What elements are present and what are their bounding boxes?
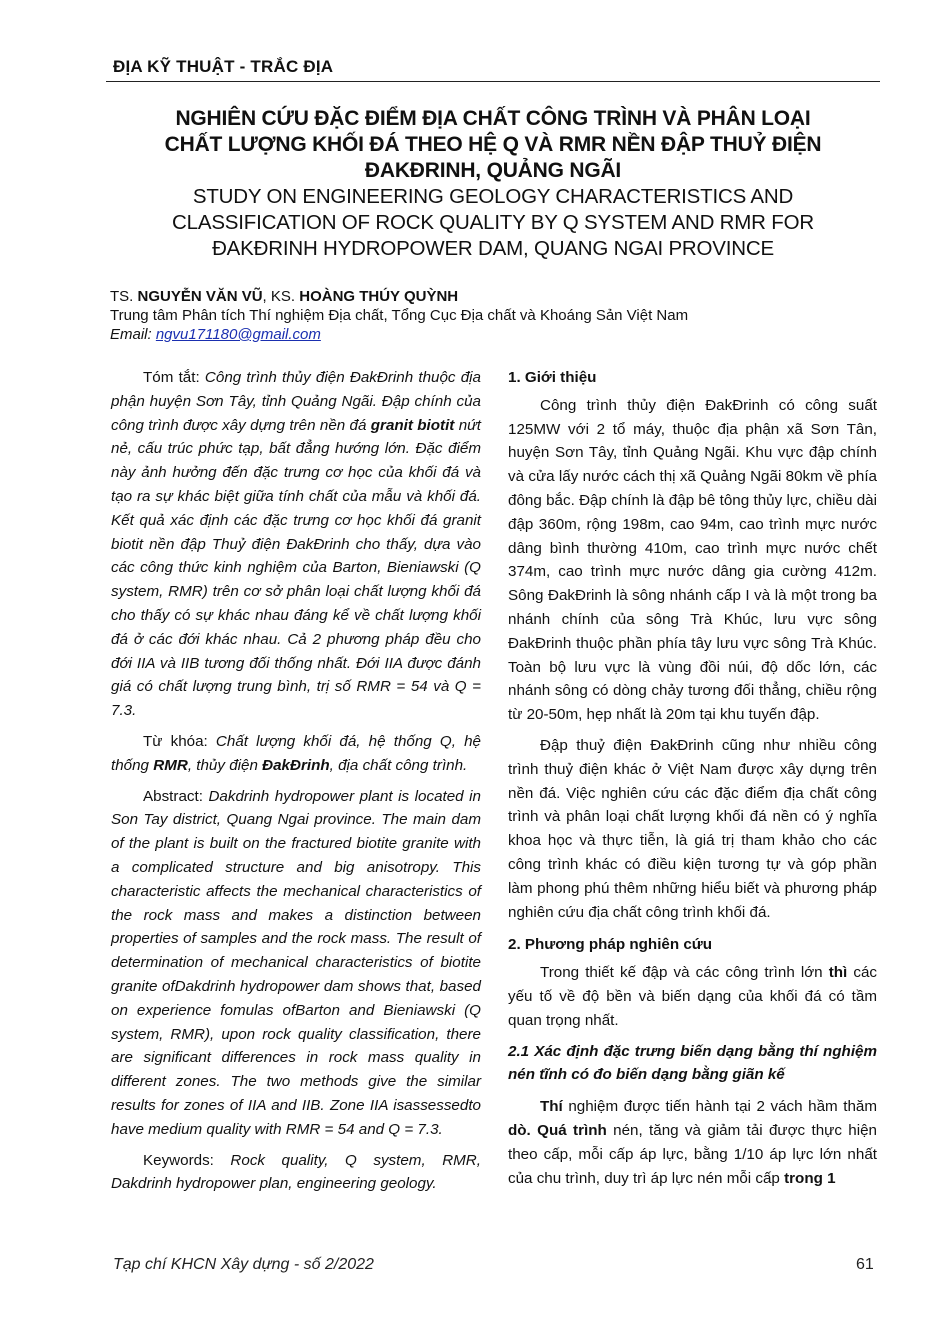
- paragraph: Công trình thủy điện ĐakĐrinh có công suất 125MW với 2 tổ máy, thuộc địa phận xã Sơn Tân, huyện Sơn Tây, tỉnh Quảng Ngãi. Khu vực đập chính và cửa lấy nước cách thị xã Quảng Ngãi 80km về phía đông bắc. Đập chính là đập bê tông thủy lực, chiều dài đập 360m, rộng 198m, cao 94m, cao trình mực nước dâng bình thường 410m, cao trình mực nước chết 374m, cao trình mực nước dâng gia cường 412m. Sông ĐakĐrinh là sông nhánh cấp I và là một trong ba nhánh chính của sông Trà Khúc, lưu vực sông ĐakĐrinh thuộc phần phía tây lưu vực sông Trà Khúc. Toàn bộ lưu vực là vùng đồi núi, độ dốc lớn, các nhánh sông có dòng chảy tương đối thẳng, chiều rộng từ 20-50m, hẹp nhất là 20m tại khu tuyến đập.: [508, 396, 877, 724]
- abstract-label: Abstract:: [143, 787, 209, 805]
- title-english: [106, 184, 880, 262]
- title-vietnamese: [106, 106, 880, 184]
- left-column: [111, 366, 481, 1203]
- email-link[interactable]: ngvu171180@gmail.com: [155, 326, 321, 343]
- title-vi-line: NGHIÊN CỨU ĐẶC ĐIỂM ĐỊA CHẤT CÔNG TRÌNH VÀ PHÂN LOẠI: [175, 107, 811, 130]
- author-name: HOÀNG THÚY QUỲNH: [299, 288, 459, 305]
- paragraph: Trong thiết kế đập và các công trình lớn thì các yếu tố về độ bền và biến dạng của khối đá có tầm quan trọng nhất.: [508, 964, 877, 1029]
- title-vi-line: ĐAKĐRINH, QUẢNG NGÃI: [364, 159, 622, 182]
- title-en-line: CLASSIFICATION OF ROCK QUALITY BY Q SYSTEM AND RMR FOR: [172, 211, 814, 234]
- email-line: [110, 326, 321, 343]
- authors: [110, 288, 458, 305]
- author-prefix: TS.: [110, 288, 138, 305]
- section-heading: 2. Phương pháp nghiên cứu: [508, 936, 713, 954]
- keywords-label: Keywords:: [143, 1151, 231, 1169]
- right-column: [508, 366, 877, 1197]
- abstract-en: Abstract: Dakdrinh hydropower plant is located in Son Tay district, Quang Ngai province. The main dam of the plant is built on the fractured biotite granite with a complicated structure and big anisotropy. This characteristic affects the mechanical characteristics of the rock mass and makes a distinction between properties of samples and the rock mass. The result of determination of mechanical characteristics of biotite granite ofDakdrinh hydropower dam shows that, based on experience fomulas ofBarton and Bieniawski (Q system, RMR), upon rock quality classification, there are significant differences in rock mass quality in different zones. The two methods give the similar results for zones of IIA and IIB. Zone IIA isassessedto have medium quality with RMR = 54 and Q = 7.3.: [111, 787, 481, 1138]
- title-vi-line: CHẤT LƯỢNG KHỐI ĐÁ THEO HỆ Q VÀ RMR NỀN ĐẬP THUỶ ĐIỆN: [164, 133, 822, 156]
- title-en-line: ĐAKĐRINH HYDROPOWER DAM, QUANG NGAI PROVINCE: [212, 237, 774, 260]
- paragraph: Đập thuỷ điện ĐakĐrinh cũng như nhiều công trình thuỷ điện khác ở Việt Nam được xây dựng trên nền đá. Việc nghiên cứu các đặc điểm địa chất công trình và phân loại chất lượng khối đá nền có ý nghĩa khoa học và thực tiễn, là giá trị tham khảo cho các công trình khác có điều kiện tương tự và góp phần làm phong phú thêm những hiểu biết và phương pháp nghiên cứu địa chất công trình khối đá.: [508, 736, 877, 921]
- author-prefix: , KS.: [262, 288, 300, 305]
- paragraph: Thí nghiệm được tiến hành tại 2 vách hầm thăm dò. Quá trình nén, tăng và giảm tải được thực hiện theo cấp, mỗi cấp áp lực, bằng 1/10 áp lực lớn nhất của chu trình, duy trì áp lực nén mỗi cấp trong 1: [508, 1098, 877, 1187]
- footer-journal: Tạp chí KHCN Xây dựng - số 2/2022: [113, 1256, 374, 1273]
- section-header: ĐỊA KỸ THUẬT - TRẮC ĐỊA: [113, 57, 334, 76]
- keywords-vi: Từ khóa: Chất lượng khối đá, hệ thống Q, hệ thống RMR, thủy điện ĐakĐrinh, địa chất công trình.: [111, 732, 481, 774]
- page-number: 61: [856, 1256, 874, 1273]
- affiliation: Trung tâm Phân tích Thí nghiệm Địa chất, Tổng Cục Địa chất và Khoáng Sản Việt Nam: [110, 307, 689, 324]
- keywords-label: Từ khóa:: [143, 732, 216, 750]
- summary-label: Tóm tắt:: [143, 369, 205, 386]
- summary-vi: Tóm tắt: Công trình thủy điện ĐakĐrinh thuộc địa phận huyện Sơn Tây, tỉnh Quảng Ngãi. Đập chính của công trình được xây dựng trên nền đá granit biotit nứt nẻ, cấu trúc phức tạp, bất đẳng hướng lớn. Đặc điểm này ảnh hưởng đến đặc trưng cơ học của khối đá và tạo ra sự khác biệt giữa tính chất của mẫu và khối đá. Kết quả xác định các đặc trưng cơ học khối đá granit biotit nền đập Thuỷ điện ĐakĐrinh cho thấy, dựa vào các công thức kinh nghiệm của Barton, Bieniawski (Q system, RMR) trên cơ sở phân loại chất lượng khối đá cho thấy có sự khác nhau đáng kể về chất lượng khối đá ở các đới khác nhau. Cả 2 phương pháp đều cho đới IIA và IIB tương đối thống nhất. Đới IIA được đánh giá có chất lượng trung bình, trị số RMR = 54 và Q = 7.3.: [111, 369, 481, 720]
- email-label: Email:: [110, 326, 156, 343]
- subsection-heading: 2.1 Xác định đặc trưng biến dạng bằng thí nghiệm nén tĩnh có đo biến dạng bằng giãn kế: [508, 1042, 877, 1084]
- author-name: NGUYỄN VĂN VŨ: [137, 288, 263, 305]
- header-divider: [106, 81, 880, 82]
- section-heading: 1. Giới thiệu: [508, 369, 597, 386]
- title-en-line: STUDY ON ENGINEERING GEOLOGY CHARACTERISTICS AND: [192, 185, 794, 208]
- keywords-en: Keywords: Rock quality, Q system, RMR, Dakdrinh hydropower plan, engineering geology.: [111, 1151, 481, 1193]
